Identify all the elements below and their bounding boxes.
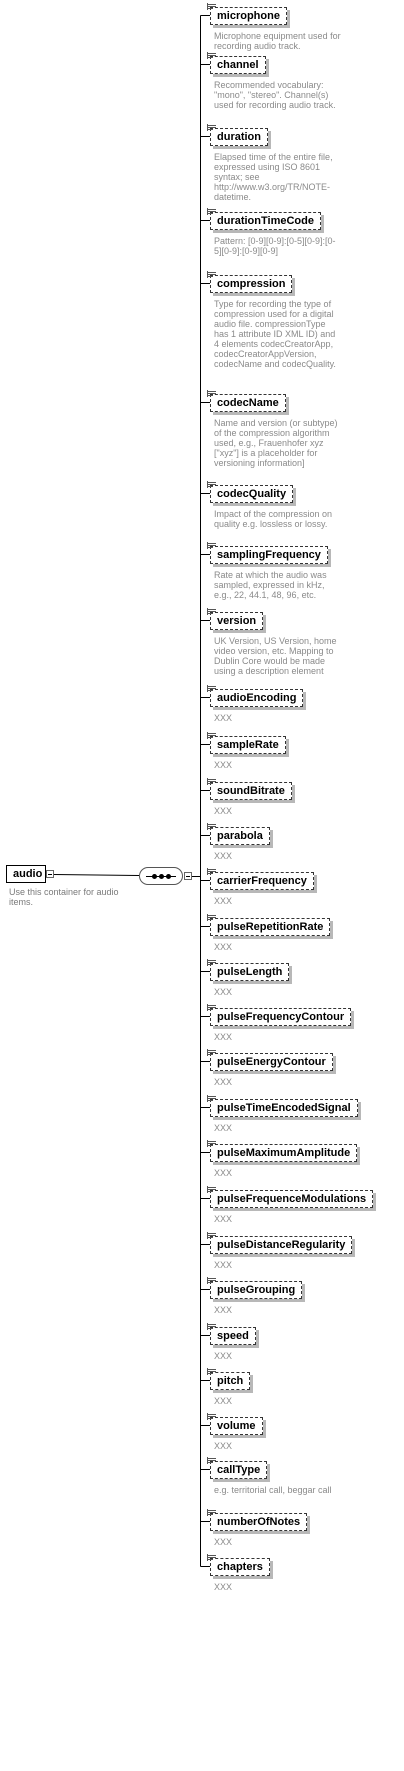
child-element-carrierFrequency: [210, 871, 342, 906]
sequence-collapse-toggle[interactable]: [184, 872, 192, 880]
element-marker-icon: [207, 1140, 216, 1147]
element-name: callType: [217, 1464, 261, 1476]
child-element-numberOfNotes: [210, 1512, 342, 1547]
element-documentation: Pattern: [0-9][0-9]:[0-5][0-9]:[0-5][0-9]:[0-9][0-9]: [214, 236, 336, 256]
element-documentation: XXX: [214, 1032, 233, 1042]
element-documentation: XXX: [214, 896, 233, 906]
element-name: pulseRepetitionRate: [217, 921, 324, 933]
element-marker-icon: [207, 1186, 216, 1193]
element-documentation: XXX: [214, 1396, 233, 1406]
element-marker-icon: [207, 3, 216, 10]
element-marker-icon: [207, 542, 216, 549]
element-marker-icon: [207, 1095, 216, 1102]
child-element-pulseFrequenceModulations: [210, 1189, 373, 1224]
element-name: version: [217, 615, 257, 627]
element-marker-icon: [207, 1232, 216, 1239]
child-element-volume: [210, 1416, 342, 1451]
element-name: pulseTimeEncodedSignal: [217, 1102, 351, 1114]
child-element-soundBitrate: [210, 781, 342, 816]
element-name: microphone: [217, 10, 280, 22]
element-name: soundBitrate: [217, 785, 285, 797]
element-box[interactable]: [210, 612, 263, 630]
element-name: channel: [217, 59, 259, 71]
element-documentation: XXX: [214, 987, 233, 997]
element-name: duration: [217, 131, 261, 143]
element-name: carrierFrequency: [217, 875, 307, 887]
child-element-samplingFrequency: [210, 545, 342, 600]
element-documentation: XXX: [214, 942, 233, 952]
child-element-pulseGrouping: [210, 1280, 342, 1315]
element-documentation: XXX: [214, 1582, 233, 1592]
element-box[interactable]: [210, 394, 286, 412]
element-marker-icon: [207, 1554, 216, 1561]
element-box[interactable]: [210, 1190, 373, 1208]
element-documentation: XXX: [214, 1168, 233, 1178]
element-box[interactable]: [210, 963, 289, 981]
child-element-channel: [210, 55, 342, 110]
element-name: speed: [217, 1330, 249, 1342]
element-documentation: XXX: [214, 1123, 233, 1133]
element-box[interactable]: [210, 1417, 263, 1435]
child-element-duration: [210, 127, 342, 202]
sequence-compositor: [139, 867, 183, 885]
element-name: durationTimeCode: [217, 215, 314, 227]
element-marker-icon: [207, 959, 216, 966]
element-documentation: Name and version (or subtype) of the compression algorithm used, e.g., Frauenhofer xyz ["xyz"] is a placeholder for versioning information]: [214, 418, 338, 468]
element-box[interactable]: [210, 827, 270, 845]
root-collapse-toggle[interactable]: [46, 870, 54, 878]
child-element-compression: [210, 274, 342, 369]
element-documentation: XXX: [214, 1441, 233, 1451]
element-documentation: Elapsed time of the entire file, expressed using ISO 8601 syntax; see http://www.w3.org/TR/NOTE-datetime.: [214, 152, 333, 202]
element-box[interactable]: [210, 1327, 256, 1345]
element-box[interactable]: [210, 56, 266, 74]
element-documentation: Microphone equipment used for recording audio track.: [214, 31, 341, 51]
element-name: codecQuality: [217, 488, 287, 500]
element-box[interactable]: [210, 1281, 302, 1299]
element-documentation: XXX: [214, 1077, 233, 1087]
element-documentation: Recommended vocabulary: "mono", "stereo". Channel(s) used for recording audio track.: [214, 80, 336, 110]
child-element-audioEncoding: [210, 688, 342, 723]
element-box[interactable]: [210, 485, 293, 503]
element-marker-icon: [207, 1004, 216, 1011]
child-element-chapters: [210, 1557, 342, 1592]
element-marker-icon: [207, 1413, 216, 1420]
element-documentation: XXX: [214, 1260, 233, 1270]
element-box[interactable]: [210, 128, 268, 146]
element-documentation: XXX: [214, 1537, 233, 1547]
child-element-pulseEnergyContour: [210, 1052, 342, 1087]
element-marker-icon: [207, 52, 216, 59]
element-name: parabola: [217, 830, 263, 842]
element-name: pulseLength: [217, 966, 283, 978]
element-name: pulseFrequenceModulations: [217, 1193, 367, 1205]
child-element-pulseRepetitionRate: [210, 917, 342, 952]
element-box[interactable]: [210, 736, 286, 754]
element-marker-icon: [207, 1049, 216, 1056]
element-marker-icon: [207, 1509, 216, 1516]
element-box[interactable]: [210, 1008, 351, 1026]
child-element-codecName: [210, 393, 342, 468]
element-name: numberOfNotes: [217, 1516, 301, 1528]
element-name: pulseFrequencyContour: [217, 1011, 345, 1023]
element-documentation: Rate at which the audio was sampled, expressed in kHz, e.g., 22, 44.1, 48, 96, etc.: [214, 570, 327, 600]
child-element-sampleRate: [210, 735, 342, 770]
child-element-version: [210, 611, 342, 676]
child-element-pulseFrequencyContour: [210, 1007, 351, 1042]
element-box[interactable]: [210, 1513, 307, 1531]
element-documentation: XXX: [214, 713, 233, 723]
element-documentation: XXX: [214, 760, 233, 770]
root-documentation: Use this container for audio items.: [9, 887, 119, 907]
element-marker-icon: [207, 823, 216, 830]
element-documentation: XXX: [214, 1305, 233, 1315]
element-box[interactable]: [210, 7, 287, 25]
child-element-parabola: [210, 826, 342, 861]
element-name: chapters: [217, 1561, 263, 1573]
element-marker-icon: [207, 868, 216, 875]
element-documentation: XXX: [214, 851, 233, 861]
element-documentation: Impact of the compression on quality e.g. lossless or lossy.: [214, 509, 333, 529]
child-element-pulseLength: [210, 962, 342, 997]
element-box[interactable]: [210, 872, 314, 890]
element-name: pulseDistanceRegularity: [217, 1239, 346, 1251]
element-box[interactable]: [210, 689, 303, 707]
element-documentation: e.g. territorial call, beggar call: [214, 1485, 332, 1495]
element-name: codecName: [217, 397, 279, 409]
element-marker-icon: [207, 208, 216, 215]
element-box[interactable]: [210, 1558, 270, 1576]
child-element-callType: [210, 1460, 342, 1495]
element-name: pitch: [217, 1375, 244, 1387]
element-box[interactable]: [210, 1099, 358, 1117]
element-name: samplingFrequency: [217, 549, 321, 561]
element-documentation: Type for recording the type of compression used for a digital audio file. compressionType has 1 attribute ID XML ID) and 4 elements codecCreatorApp, codecCreatorAppVersion, codecName and codecQuality.: [214, 299, 336, 369]
child-element-microphone: [210, 6, 342, 51]
child-element-speed: [210, 1326, 342, 1361]
element-box[interactable]: [210, 1236, 352, 1254]
element-name: sampleRate: [217, 739, 279, 751]
element-documentation: XXX: [214, 1351, 233, 1361]
element-marker-icon: [207, 1457, 216, 1464]
element-name: audioEncoding: [217, 692, 297, 704]
element-name: compression: [217, 278, 286, 290]
element-box[interactable]: [210, 212, 321, 230]
element-marker-icon: [207, 778, 216, 785]
element-name: pulseMaximumAmplitude: [217, 1147, 351, 1159]
element-box[interactable]: [210, 1461, 267, 1479]
child-element-pulseTimeEncodedSignal: [210, 1098, 358, 1133]
child-element-durationTimeCode: [210, 211, 342, 256]
element-box[interactable]: [210, 782, 292, 800]
element-box[interactable]: [210, 1372, 250, 1390]
root-to-sequence-line: [54, 875, 139, 876]
element-marker-icon: [207, 1368, 216, 1375]
element-documentation: UK Version, US Version, home video version, etc. Mapping to Dublin Core would be made using a description element: [214, 636, 337, 676]
root-element-audio[interactable]: [6, 865, 46, 883]
element-marker-icon: [207, 124, 216, 131]
element-documentation: XXX: [214, 1214, 233, 1224]
element-marker-icon: [207, 1277, 216, 1284]
element-marker-icon: [207, 914, 216, 921]
element-box[interactable]: [210, 546, 328, 564]
element-box[interactable]: [210, 1144, 357, 1162]
element-marker-icon: [207, 271, 216, 278]
element-box[interactable]: [210, 275, 292, 293]
element-marker-icon: [207, 608, 216, 615]
element-marker-icon: [207, 390, 216, 397]
element-box[interactable]: [210, 1053, 333, 1071]
element-marker-icon: [207, 481, 216, 488]
element-marker-icon: [207, 1323, 216, 1330]
child-element-pitch: [210, 1371, 342, 1406]
child-element-pulseMaximumAmplitude: [210, 1143, 357, 1178]
root-element-label: audio: [13, 868, 43, 880]
element-box[interactable]: [210, 918, 330, 936]
element-marker-icon: [207, 685, 216, 692]
child-element-pulseDistanceRegularity: [210, 1235, 352, 1270]
element-name: pulseEnergyContour: [217, 1056, 326, 1068]
element-name: volume: [217, 1420, 256, 1432]
child-element-codecQuality: [210, 484, 342, 529]
element-documentation: XXX: [214, 806, 233, 816]
element-marker-icon: [207, 732, 216, 739]
element-name: pulseGrouping: [217, 1284, 296, 1296]
